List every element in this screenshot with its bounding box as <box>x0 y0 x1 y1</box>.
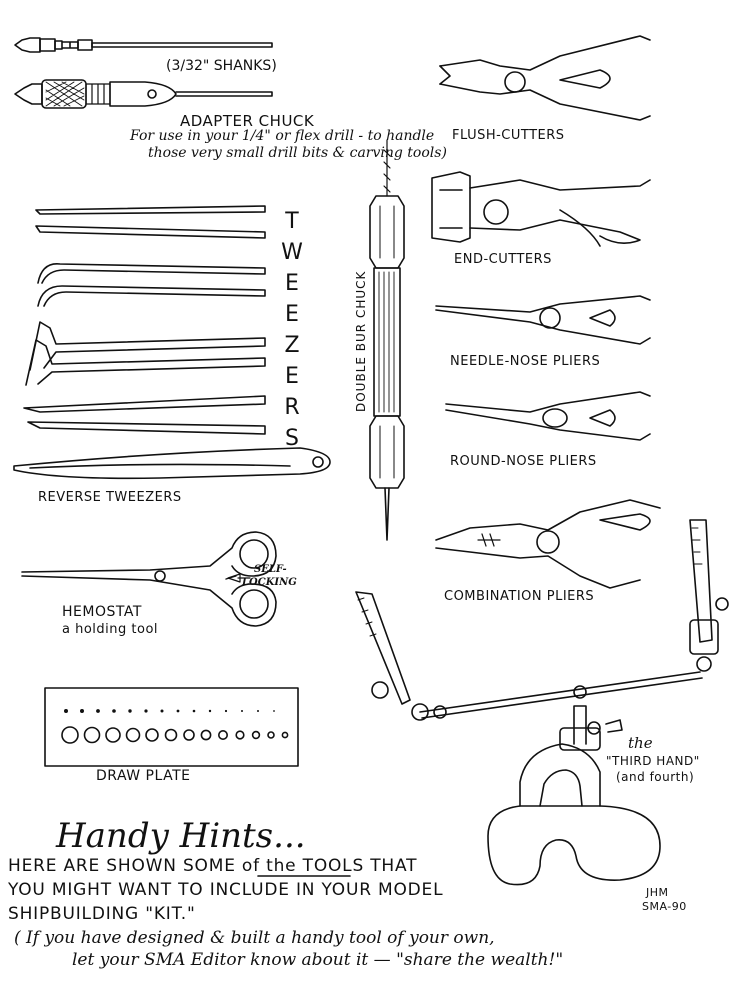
self-locking-label-1: SELF- <box>254 564 287 575</box>
flush-cutters-label: FLUSH-CUTTERS <box>452 128 565 143</box>
tweezers-letter: E <box>285 364 299 389</box>
flush-cutters-drawing <box>440 36 650 120</box>
combination-label: COMBINATION PLIERS <box>444 589 595 604</box>
tweezers-fine <box>24 396 265 434</box>
body-line-1: HERE ARE SHOWN SOME of the TOOLS THAT <box>8 856 418 876</box>
adapter-note-line-2: those very small drill bits & carving tools) <box>148 145 447 161</box>
end-cutters-label: END-CUTTERS <box>454 252 552 267</box>
tweezers-letter: W <box>281 240 303 265</box>
needle-nose-label: NEEDLE-NOSE PLIERS <box>450 354 601 369</box>
reverse-tweezers-label: REVERSE TWEEZERS <box>38 490 182 505</box>
hemostat-drawing <box>22 532 276 626</box>
draw-plate-label: DRAW PLATE <box>96 768 191 784</box>
body-line-3: SHIPBUILDING "KIT." <box>8 904 196 924</box>
end-cutters-drawing <box>432 172 650 246</box>
third-hand-label-1: the <box>628 734 653 752</box>
adapter-chuck-small-drawing <box>15 38 272 52</box>
tweezers-angled <box>26 322 265 385</box>
shanks-label: (3/32" SHANKS) <box>166 58 277 74</box>
round-nose-label: ROUND-NOSE PLIERS <box>450 454 597 469</box>
double-bur-chuck-label: DOUBLE BUR CHUCK <box>354 270 368 412</box>
hemostat-label: HEMOSTAT <box>62 604 142 620</box>
third-hand-label-3: (and fourth) <box>616 770 695 784</box>
closing-line-1: ( If you have designed & built a handy tool of your own, <box>14 928 495 948</box>
tweezers-vertical-label <box>280 206 304 454</box>
third-hand-label-2: "THIRD HAND" <box>606 754 700 768</box>
tweezers-letter: S <box>285 426 299 451</box>
tweezers-curved <box>38 264 265 306</box>
tweezers-letter: R <box>284 395 300 420</box>
hemostat-note: a holding tool <box>62 622 159 637</box>
tweezers-straight <box>36 206 265 238</box>
third-hand-drawing <box>356 520 728 885</box>
double-bur-chuck-drawing <box>370 140 404 540</box>
tweezers-letter: E <box>285 271 299 296</box>
tweezers-letter: Z <box>284 333 300 358</box>
closing-line-2: let your SMA Editor know about it — "share the wealth!" <box>72 950 564 970</box>
round-nose-pliers-drawing <box>446 392 650 440</box>
signature-initials: JHM <box>646 886 669 899</box>
needle-nose-pliers-drawing <box>436 296 650 344</box>
tweezers-letter: E <box>285 302 299 327</box>
handy-hints-title: Handy Hints... <box>56 816 306 856</box>
combination-pliers-drawing <box>436 500 660 588</box>
self-locking-label-2: LOCKING <box>242 577 297 588</box>
adapter-chuck-large-drawing <box>15 80 272 108</box>
tweezers-letter: T <box>285 209 299 234</box>
draw-plate-drawing <box>45 688 298 766</box>
adapter-chuck-label: ADAPTER CHUCK <box>180 112 315 130</box>
adapter-note-line-1: For use in your 1/4" or flex drill - to handle <box>130 128 435 144</box>
signature-code: SMA-90 <box>642 900 687 913</box>
body-line-2: YOU MIGHT WANT TO INCLUDE IN YOUR MODEL <box>8 880 444 900</box>
